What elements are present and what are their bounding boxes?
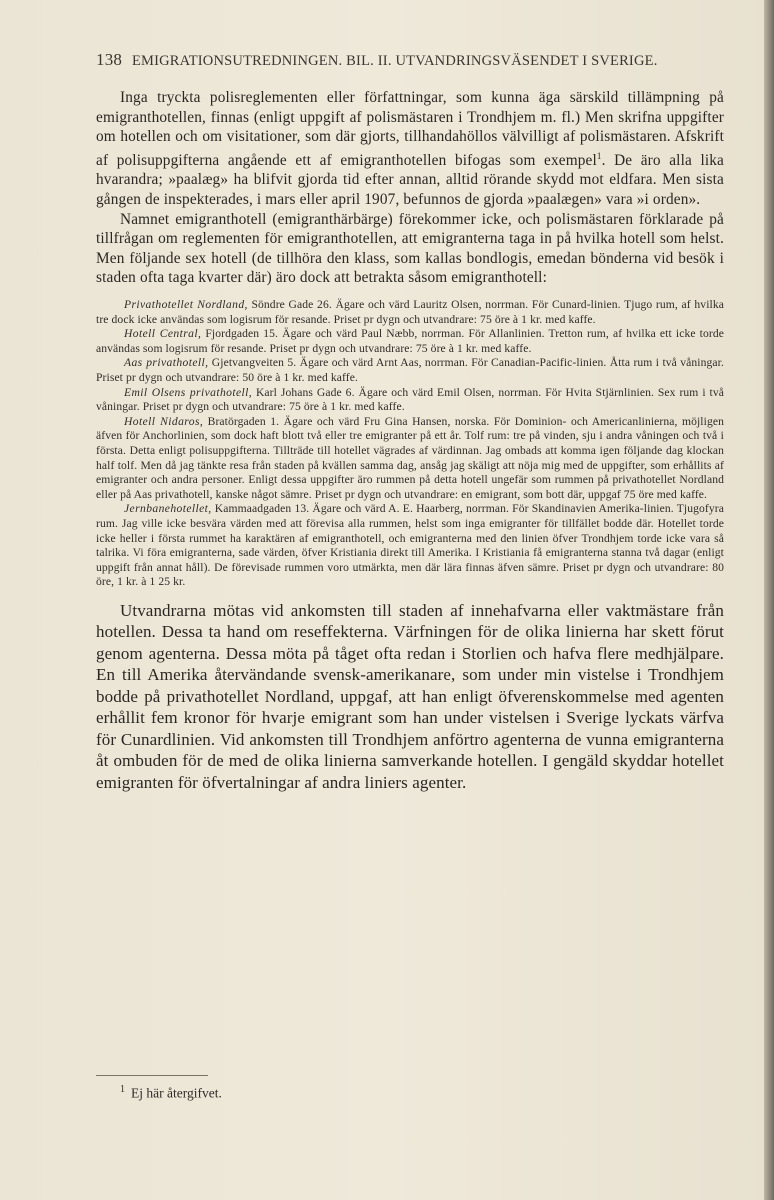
hotel-name: Emil Olsens privathotell, bbox=[124, 385, 253, 399]
paragraph-arrival: Utvandrarna mötas vid ankomsten till staden af innehafvarna eller vaktmästare från hotellen. Dessa ta hand om reseffekterna. Värfningen för de olika linierna har skett förut genom agenterna. Dessa möta på tåget ofta redan i Storlien och hafva flere medhjälpare. En till Amerika återvändande svensk-amerikanare, som under min vistelse i Trondhjem bodde på privathotellet Nordland, uppgaf, att han enligt öfverenskommelse med agenten erhållit fem kronor för hvarje emigrant som han under vistelsen i Sverige lyckats värfva för Cunardlinien. Vid ankomsten till Trondhjem anförtro agenterna de vunna emigranterna åt ombuden för de med de olika linierna samverkande hotellen. I gengäld skyddar hotellet emigranten för öfvertalningar af andra liniers agenter. bbox=[96, 600, 724, 792]
footnote-text: Ej här återgifvet. bbox=[131, 1085, 222, 1101]
hotel-entry: Hotell Nidaros, Bratörgaden 1. Ägare och värd Fru Gina Hansen, norska. För Dominion- och Americanlinierna, möjligen äfven för Anchorlinien, som dock haft blott två eller tre emigranter på ett år. Tolf rum: tre på vinden, sju i andra våningen och två i första. Detta enligt polisuppgifterna. Tillträde till hotellet vägrades af värdinnan. Jag ombads att komma igen följande dag klockan half tolf. Men då jag tänkte resa från staden på kvällen samma dag, ansåg jag skäligt att nöja mig med de uppgifter, som erhållits af emigranter och andra personer. Enligt dessa uppgifter äro rummen på detta hotell ungefär som rummen på privathotellet Nordland eller på Aas privathotell, kanske något sämre. Priset pr dygn och utvandrare: en emigrant, som bott där, uppgaf 75 öre med kaffe. bbox=[96, 414, 724, 501]
hotel-name: Hotell Central, bbox=[124, 327, 202, 341]
footnote bbox=[120, 1084, 222, 1102]
hotel-name: Aas privathotell, bbox=[124, 356, 209, 370]
footnote-divider bbox=[96, 1075, 208, 1076]
page-body bbox=[96, 88, 724, 793]
footnote-reference: 1 bbox=[596, 150, 602, 161]
hotel-entry: Aas privathotell, Gjetvangveiten 5. Ägare och värd Arnt Aas, norrman. För Canadian-Pacific-linien. Åtta rum i två våningar. Priset pr dygn och utvandrare: 50 öre à 1 kr. med kaffe. bbox=[96, 356, 724, 384]
paragraph-police-regulations: Inga tryckta polisreglementen eller författningar, som kunna äga särskild tillämpning på emigranthotellen, finnas (enligt uppgift af polismästaren i Trondhjem m. fl.) Men skrifna uppgifter om hotellen och om visitationer, som där gjorts, tillhandahöllos välvilligt af polismästaren. Afskrift af polisuppgifterna angående ett af emigranthotellen bifogas som exempel$^1$. De äro alla lika hvarandra; »paalæg» ha blifvit gjorda tid efter annan, alltid rörande skydd mot eldfara. Men sista gången de inspekterades, i mars eller april 1907, befunnos de gjorda »paalægen» vara »i orden». bbox=[96, 89, 724, 209]
hotel-entry: Privathotellet Nordland, Söndre Gade 26. Ägare och värd Lauritz Olsen, norrman. För Cunard-linien. Tjugo rum, af hvilka tre dock icke användas som logisrum för resande. Priset pr dygn och utvandrare: 75 öre à 1 kr. med kaffe. bbox=[96, 298, 724, 326]
paragraph-hotel-names: Namnet emigranthotell (emigranthärbärge) förekommer icke, och polismästaren förklarade på tillfrågan om reglementen för emigranthotellen, att emigranterna taga in på hvilka hotell som helst. Men följande sex hotell (de tillhöra den klass, som kallas bondlogis, emedan bönderna vid besök i staden ofta taga kvarter där) äro dock att betrakta såsom emigranthotell: bbox=[96, 210, 724, 287]
hotel-name: Privathotellet Nordland, bbox=[124, 298, 248, 312]
hotel-name: Jernbanehotellet, bbox=[124, 502, 212, 516]
hotel-entry: Hotell Central, Fjordgaden 15. Ägare och värd Paul Næbb, norrman. För Allanlinien. Tretton rum, af hvilka ett icke torde användas som logisrum för resande. Priset pr dygn och utvandrare: 75 öre à 1 kr. med kaffe. bbox=[96, 327, 724, 355]
running-header bbox=[96, 50, 728, 70]
hotel-name: Hotell Nidaros, bbox=[124, 414, 204, 428]
hotel-entry: Jernbanehotellet, Kammaadgaden 13. Ägare och värd A. E. Haarberg, norrman. För Skandinavien Amerika-linien. Tjugofyra rum. Jag ville icke besvära värden med att förevisa alla rummen, helst som inga emigranter för tillfället bodde där. Hotellet torde icke heller i första rummet ha karaktären af emigranthotell, och emigranterna med den linien öfver Trondhjem torde icke vara så talrika. Vi föra emigranterna, sade värden, öfver Kristiania direkt till Amerika. I Kristiania få emigranterna stanna två dagar (enligt uppgift från annat håll). De förevisade rummen voro utmärkta, men där lära finnas äfven sämre. Priset pr dygn och utvandrare: 80 öre, 1 kr. à 1 25 kr. bbox=[96, 502, 724, 589]
footnote-mark: 1 bbox=[120, 1084, 125, 1095]
page-number: 138 bbox=[96, 50, 123, 69]
running-title: EMIGRATIONSUTREDNINGEN. BIL. II. UTVANDRINGSVÄSENDET I SVERIGE. bbox=[131, 53, 658, 69]
intro-section bbox=[96, 88, 724, 288]
closing-section bbox=[96, 600, 724, 794]
hotel-entry: Emil Olsens privathotell, Karl Johans Gade 6. Ägare och värd Emil Olsen, norrman. För Hvita Stjärnlinien. Sex rum i två våningar. Priset pr dygn och utvandrare: 75 öre à 1 kr. med kaffe. bbox=[96, 385, 725, 414]
page-edge-shadow bbox=[764, 0, 774, 1200]
hotel-list bbox=[96, 298, 724, 590]
